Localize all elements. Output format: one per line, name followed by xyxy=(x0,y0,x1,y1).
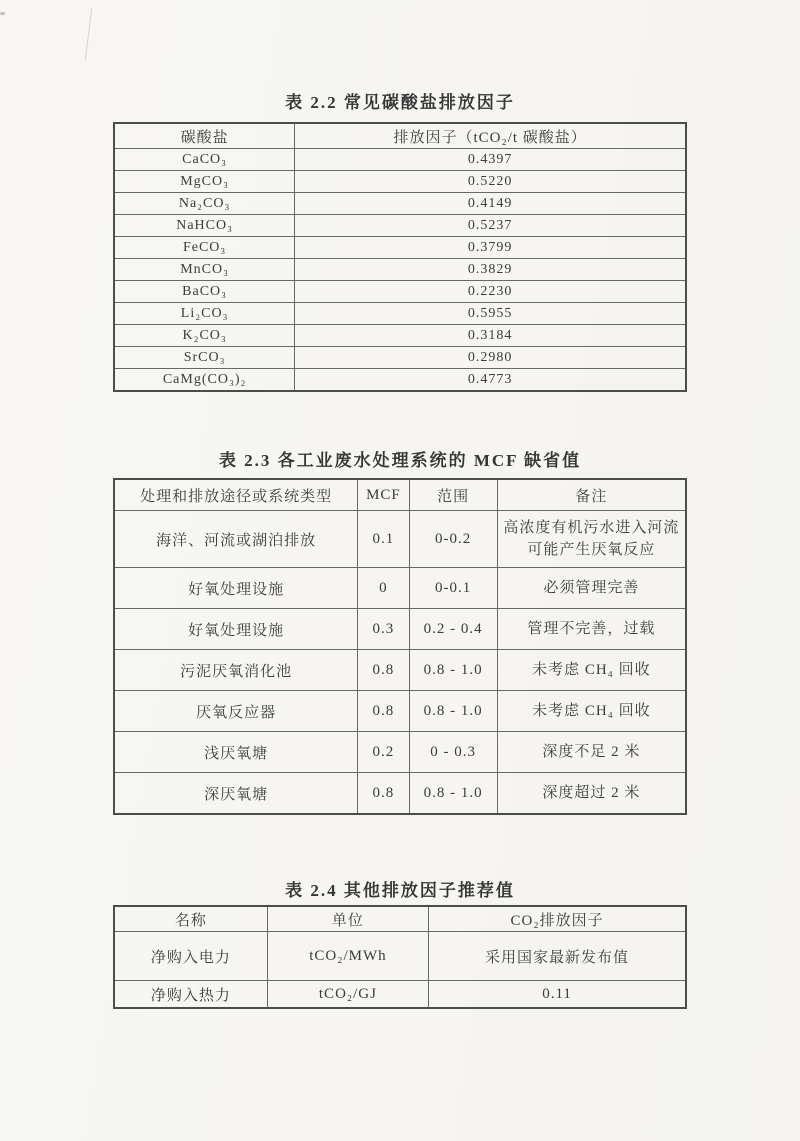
table-cell: 深度超过 2 米 xyxy=(497,773,686,815)
table-cell: 0.5237 xyxy=(295,215,686,237)
column-header: 处理和排放途径或系统类型 xyxy=(114,479,358,511)
table-cell: NaHCO₃ xyxy=(114,215,295,237)
column-header: 名称 xyxy=(114,906,267,932)
table-cell: 0.4149 xyxy=(295,193,686,215)
column-header: 范围 xyxy=(409,479,497,511)
table-cell: tCO₂/GJ xyxy=(267,981,428,1009)
table-2-2 xyxy=(113,122,687,392)
table-row xyxy=(114,193,686,215)
table-cell: 0.3184 xyxy=(295,325,686,347)
table-cell: 0.8 - 1.0 xyxy=(409,691,497,732)
table-cell: 未考虑 CH₄ 回收 xyxy=(497,650,686,691)
table-cell: 0.2230 xyxy=(295,281,686,303)
table-cell: 采用国家最新发布值 xyxy=(429,932,686,981)
table-header-row xyxy=(114,906,686,932)
table-cell: 深厌氧塘 xyxy=(114,773,358,815)
table-cell: 0-0.1 xyxy=(409,568,497,609)
table-cell: 厌氧反应器 xyxy=(114,691,358,732)
table-2-4 xyxy=(113,905,687,1009)
table-cell: 0.1 xyxy=(358,511,409,568)
table-row xyxy=(114,691,686,732)
table-cell: 0.4773 xyxy=(295,369,686,392)
table-cell: 污泥厌氧消化池 xyxy=(114,650,358,691)
table-row xyxy=(114,732,686,773)
table-cell: 管理不完善，过载 xyxy=(497,609,686,650)
table-row xyxy=(114,932,686,981)
table-cell: Li₂CO₃ xyxy=(114,303,295,325)
table-header-row xyxy=(114,479,686,511)
table-cell: 0.2980 xyxy=(295,347,686,369)
table-row xyxy=(114,259,686,281)
table-cell: 0 - 0.3 xyxy=(409,732,497,773)
table-cell: 0.8 xyxy=(358,650,409,691)
column-header: 单位 xyxy=(267,906,428,932)
column-header: CO₂排放因子 xyxy=(429,906,686,932)
table-row xyxy=(114,281,686,303)
table-cell: 0.8 - 1.0 xyxy=(409,773,497,815)
table-cell: CaMg(CO₃)₂ xyxy=(114,369,295,392)
table-row xyxy=(114,171,686,193)
table-row xyxy=(114,369,686,392)
scan-artifact xyxy=(0,12,5,15)
table-row xyxy=(114,511,686,568)
table-cell: 浅厌氧塘 xyxy=(114,732,358,773)
table-cell: 好氧处理设施 xyxy=(114,568,358,609)
table-cell: 高浓度有机污水进入河流可能产生厌氧反应 xyxy=(497,511,686,568)
table-cell: 深度不足 2 米 xyxy=(497,732,686,773)
column-header: 备注 xyxy=(497,479,686,511)
column-header: 排放因子（tCO₂/t 碳酸盐） xyxy=(295,123,686,149)
table-cell: 0.8 - 1.0 xyxy=(409,650,497,691)
table-cell: 0.3829 xyxy=(295,259,686,281)
table-cell: 0 xyxy=(358,568,409,609)
table-2-3-title: 表 2.3 各工业废水处理系统的 MCF 缺省值 xyxy=(218,451,582,470)
table-cell: Na₂CO₃ xyxy=(114,193,295,215)
column-header: 碳酸盐 xyxy=(114,123,295,149)
table-cell: 0.3799 xyxy=(295,237,686,259)
column-header: MCF xyxy=(358,479,409,511)
table-cell: 好氧处理设施 xyxy=(114,609,358,650)
table-cell: 未考虑 CH₄ 回收 xyxy=(497,691,686,732)
table-row xyxy=(114,215,686,237)
table-cell: 0.2 xyxy=(358,732,409,773)
table-row xyxy=(114,347,686,369)
table-cell: 0.11 xyxy=(429,981,686,1009)
table-row xyxy=(114,325,686,347)
table-2-2-title: 表 2.2 常见碳酸盐排放因子 xyxy=(285,93,515,112)
table-cell: FeCO₃ xyxy=(114,237,295,259)
table-cell: 0-0.2 xyxy=(409,511,497,568)
table-row xyxy=(114,237,686,259)
table-cell: 0.4397 xyxy=(295,149,686,171)
table-cell: 必须管理完善 xyxy=(497,568,686,609)
table-row xyxy=(114,568,686,609)
table-row xyxy=(114,149,686,171)
table-cell: BaCO₃ xyxy=(114,281,295,303)
table-cell: 0.8 xyxy=(358,691,409,732)
table-cell: CaCO₃ xyxy=(114,149,295,171)
table-cell: 0.2 - 0.4 xyxy=(409,609,497,650)
table-cell: 海洋、河流或湖泊排放 xyxy=(114,511,358,568)
table-cell: 0.5955 xyxy=(295,303,686,325)
table-header-row xyxy=(114,123,686,149)
table-row xyxy=(114,609,686,650)
table-row xyxy=(114,981,686,1009)
table-cell: tCO₂/MWh xyxy=(267,932,428,981)
table-cell: 净购入热力 xyxy=(114,981,267,1009)
table-row xyxy=(114,773,686,815)
table-cell: 0.8 xyxy=(358,773,409,815)
table-cell: 净购入电力 xyxy=(114,932,267,981)
table-cell: 0.3 xyxy=(358,609,409,650)
table-2-3 xyxy=(113,478,687,815)
table-2-4-title: 表 2.4 其他排放因子推荐值 xyxy=(285,881,515,900)
table-cell: SrCO₃ xyxy=(114,347,295,369)
scan-artifact xyxy=(85,8,92,60)
table-cell: 0.5220 xyxy=(295,171,686,193)
table-cell: K₂CO₃ xyxy=(114,325,295,347)
table-row xyxy=(114,303,686,325)
table-cell: MgCO₃ xyxy=(114,171,295,193)
table-cell: MnCO₃ xyxy=(114,259,295,281)
table-row xyxy=(114,650,686,691)
